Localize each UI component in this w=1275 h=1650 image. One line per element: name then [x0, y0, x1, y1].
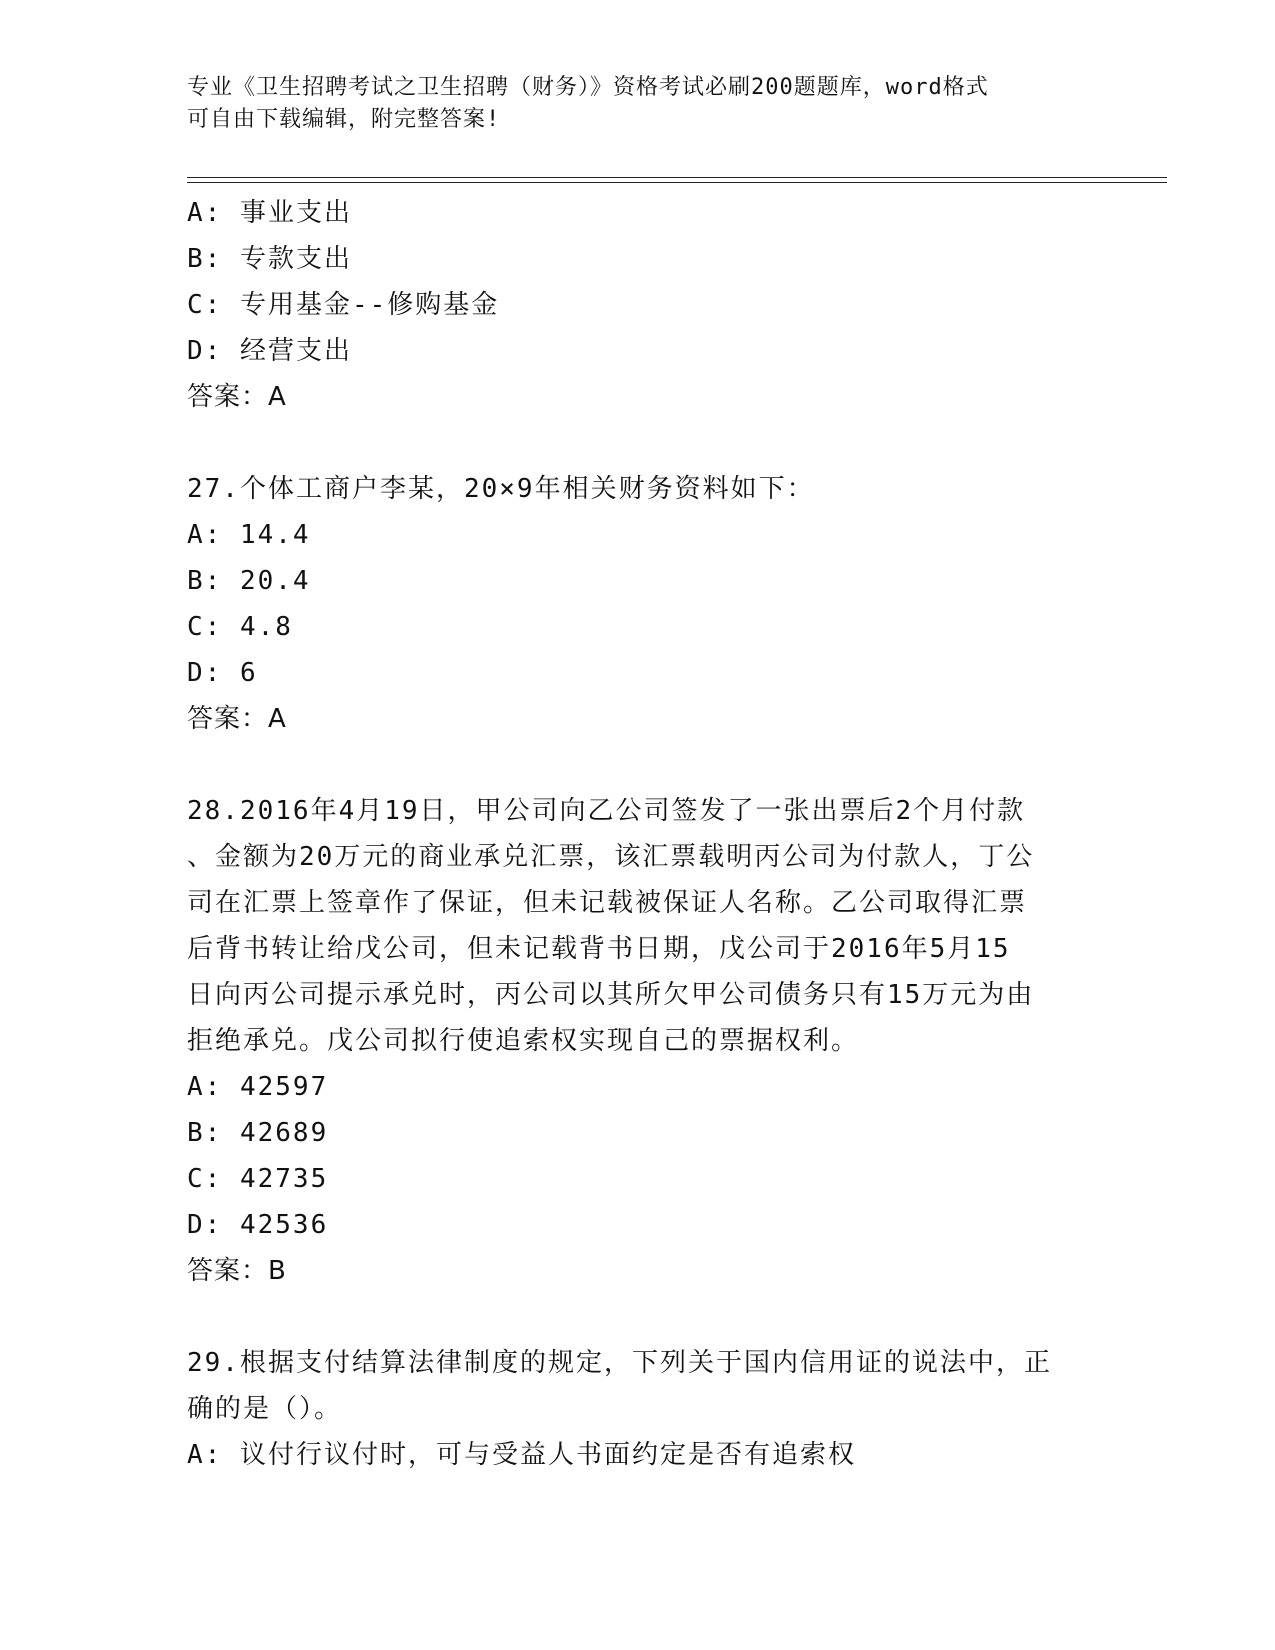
question-list — [187, 190, 1087, 1478]
q27-stem: 27.个体工商户李某，20×9年相关财务资料如下： — [187, 474, 815, 504]
q27-option-a: A: 14.4 — [187, 520, 311, 550]
question-29-block — [187, 1340, 1087, 1478]
q29-option-a: A: 议付行议付时，可与受益人书面约定是否有追索权 — [187, 1440, 856, 1470]
q26-option-d: D: 经营支出 — [187, 336, 352, 366]
q28-stem-line-1: 28.2016年4月19日，甲公司向乙公司签发了一张出票后2个月付款 — [187, 796, 1026, 826]
spacer — [187, 742, 1087, 788]
q28-option-b: B: 42689 — [187, 1118, 329, 1148]
q28-stem-line-6: 拒绝承兑。戊公司拟行使追索权实现自己的票据权利。 — [187, 1026, 860, 1056]
q27-answer: 答案：A — [187, 704, 287, 734]
q26-answer: 答案：A — [187, 382, 287, 412]
header-rule-bottom — [187, 182, 1167, 183]
document-header — [187, 72, 1087, 136]
header-line-2: 可自由下载编辑，附完整答案! — [187, 107, 501, 132]
q27-option-c: C: 4.8 — [187, 612, 293, 642]
q26-option-c: C: 专用基金--修购基金 — [187, 290, 500, 320]
q28-stem-line-4: 后背书转让给戊公司，但未记载背书日期，戊公司于2016年5月15 — [187, 934, 1011, 964]
header-rule-top — [187, 177, 1167, 178]
q26-option-a: A: 事业支出 — [187, 198, 352, 228]
q27-option-b: B: 20.4 — [187, 566, 311, 596]
q28-stem-line-5: 日向丙公司提示承兑时，丙公司以其所欠甲公司债务只有15万元为由 — [187, 980, 1035, 1010]
question-26-block — [187, 190, 1087, 420]
question-28-block — [187, 788, 1087, 1294]
q28-stem-line-2: 、金额为20万元的商业承兑汇票，该汇票载明丙公司为付款人，丁公 — [187, 842, 1035, 872]
q28-stem-line-3: 司在汇票上签章作了保证，但未记载被保证人名称。乙公司取得汇票 — [187, 888, 1028, 918]
q28-answer: 答案：B — [187, 1256, 287, 1286]
q28-option-a: A: 42597 — [187, 1072, 329, 1102]
q27-option-d: D: 6 — [187, 658, 258, 688]
question-27-block — [187, 466, 1087, 742]
q29-stem-line-1: 29.根据支付结算法律制度的规定，下列关于国内信用证的说法中，正 — [187, 1348, 1052, 1378]
q26-option-b: B: 专款支出 — [187, 244, 352, 274]
spacer — [187, 1294, 1087, 1340]
q28-option-c: C: 42735 — [187, 1164, 329, 1194]
q29-stem-line-2: 确的是（）。 — [187, 1394, 343, 1424]
q28-option-d: D: 42536 — [187, 1210, 329, 1240]
spacer — [187, 420, 1087, 466]
header-line-1: 专业《卫生招聘考试之卫生招聘（财务）》资格考试必刷200题题库，word格式 — [187, 75, 989, 100]
